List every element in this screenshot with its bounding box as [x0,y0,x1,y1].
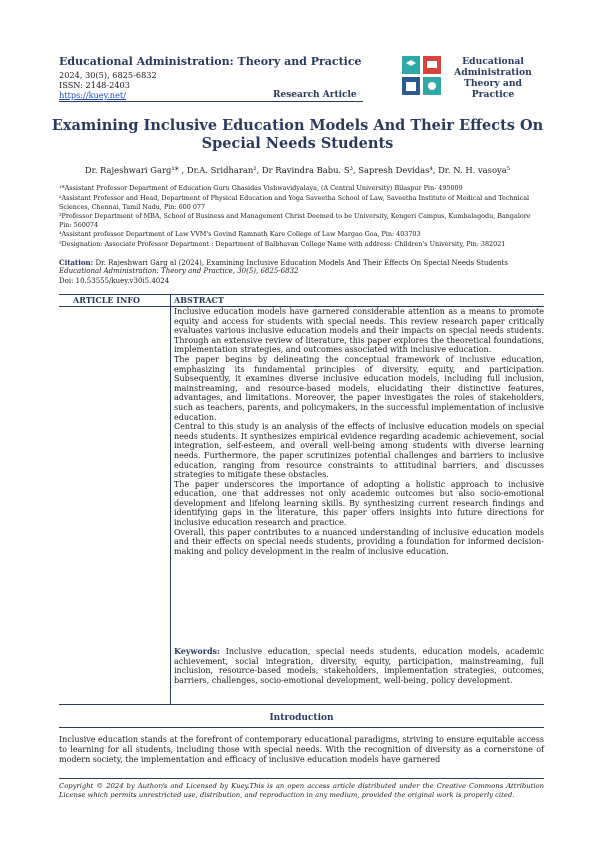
doi: Doi: 10.53555/kuey.v30i5.4024 [59,277,170,285]
keywords-list: Inclusive education, special needs students, education models, academic achievement, social integration, diversity, equity, participation, mainstreaming, full inclusion, resource-based models, stakeholders, implementation strategies, outcomes, barriers, challenges, socio-emotional development, well-being, policy development. [174,647,544,685]
article-type: Research Article [273,90,357,100]
affiliation-5: ⁵Designation: Associate Professor Department : Department of Balbhavan College Name with address: Children's University, Pin: 382021 [59,240,506,248]
copyright-footer: Copyright © 2024 by Author/s and Licensed by Kuey.This is an open access article distributed under the Creative Commons Attribution License which permits unrestricted use, distribution, and reproduction in any medium, provided the original work is properly cited. [59,782,544,799]
abstract-paragraph: Overall, this paper contributes to a nuanced understanding of inclusive education models and their effects on special needs students, providing a foundation for informed decision-making and policy development in the realm of inclusive education. [174,527,544,556]
author-list: Dr. Rajeshwari Garg¹* , Dr.A. Sridharan², Dr Ravindra Babu. S³, Sapresh Devidas⁴, Dr. N. H. vasoya⁵ [84,165,511,175]
citation: Citation: Dr. Rajeshwari Garg al (2024), Examining Inclusive Education Models And Their Effects On Special Needs Students [59,258,508,267]
abstract-body [174,307,544,556]
footer-divider [59,778,544,779]
paper-title: Examining Inclusive Education Models And Their Effects On Special Needs Students [51,117,544,152]
affiliation-1: ¹*Assistant Professor Department of Education Guru Ghasidas Vishwavidyalaya, (A Central University) Bilaspur Pin- 495009 [59,184,463,192]
table-header [59,294,544,307]
column-divider [170,294,171,704]
table-bottom-rule [59,704,544,705]
journal-url-link[interactable]: https://kuey.net/ [59,90,126,100]
introduction-text: Inclusive education stands at the forefront of contemporary educational paradigms, striving to ensure equitable access to learning for all students, including those with special needs. With the recognition of diversity as a cornerstone of modern society, the implementation and efficacy of inclusive education models have garnered [59,735,544,765]
keywords [174,647,544,685]
intro-divider [59,727,544,728]
logo-text: Educational Administration Theory and Practice [454,56,532,100]
journal-logo [400,54,540,98]
header-divider [59,101,363,102]
abstract-paragraph: The paper underscores the importance of adopting a holistic approach to inclusive education, one that addresses not only academic outcomes but also socio-emotional development and lifelong learning skills. By synthesizing current research findings and identifying gaps in the literature, this paper offers insights into future directions for inclusive education research and practice. [174,479,544,528]
affiliation-4: ⁴Assistant professor Department of Law VVM's Govind Ramnath Kare College of Law Margao Goa, Pin: 403703 [59,230,421,238]
affiliation-2: ²Assistant Professor and Head, Department of Physical Education and Yoga Saveetha School of Law, Saveetha Institute of Medical and Technical Sciences, Chennai, Tamil Nadu, Pin: 600 077 [59,194,530,211]
abstract-paragraph: Central to this study is an analysis of the effects of inclusive education models on special needs students. It synthesizes empirical evidence regarding academic achievement, social integration, self-esteem, and overall well-being among students with diverse learning needs. Furthermore, the paper scrutinizes potential challenges and barriers to inclusive education, ranging from resource constraints to attitudinal barriers, and discusses strategies to mitigate these obstacles. [174,422,544,480]
logo-mark-icon [400,54,444,98]
abstract-paragraph: Inclusive education models have garnered considerable attention as a means to promote equity and access for students with special needs. This review research paper critically evaluates various inclusive education models and their impacts on special needs students. Through an extensive review of literature, this paper explores the theoretical foundations, implementation strategies, and outcomes associated with inclusive education. [174,307,544,355]
abstract-header: ABSTRACT [174,295,224,305]
issn: ISSN: 2148-2403 [59,80,130,90]
abstract-paragraph: The paper begins by delineating the conceptual framework of inclusive education, emphasizing its fundamental principles of diversity, equity, and participation. Subsequently, it examines diverse inclusive education models, including full inclusion, mainstreaming, and resource-based models, elucidating their distinctive features, advantages, and limitations. Moreover, the paper investigates the roles of stakeholders, such as teachers, parents, and policymakers, in the successful implementation of inclusive education. [174,354,544,422]
article-info-header: ARTICLE INFO [73,295,140,305]
keywords-label: Keywords: [174,646,221,656]
affiliation-3: ³Professor Department of MBA, School of Business and Management Christ Deemed to be University, Kengeri Campus, Kumbalagodu, Bangalore Pin: 560074 [59,212,531,229]
citation-journal: Educational Administration: Theory and Practice, 30(5), 6825-6832 [59,267,299,275]
section-heading-introduction: Introduction [269,713,334,723]
journal-name: Educational Administration: Theory and Practice [59,55,362,68]
volume-line: 2024, 30(5), 6825-6832 [59,70,157,80]
